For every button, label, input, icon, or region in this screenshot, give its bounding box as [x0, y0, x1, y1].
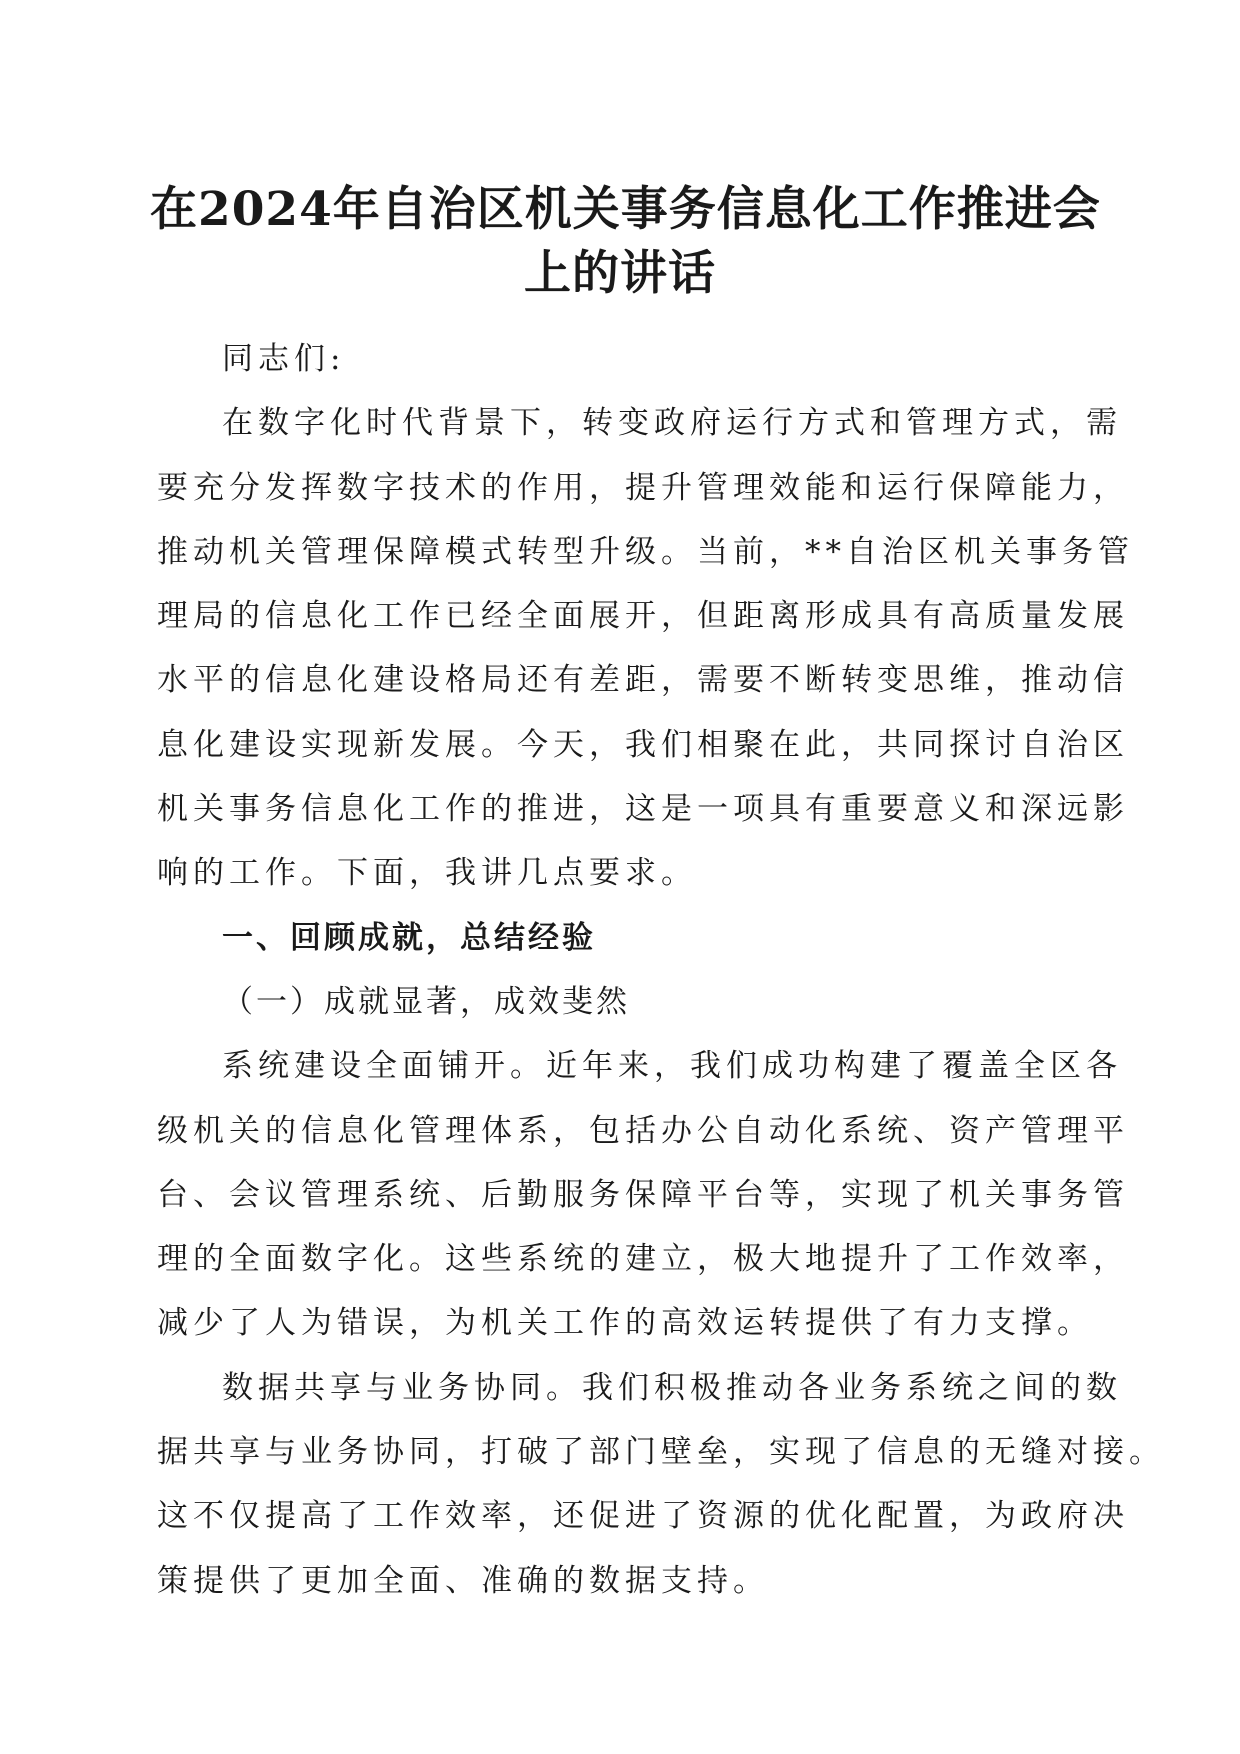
salutation: 同志们: — [222, 341, 346, 377]
paragraph-line: 推动机关管理保障模式转型升级。当前，**自治区机关事务管 — [157, 533, 1134, 570]
intro-paragraph — [157, 391, 1134, 905]
paragraph-line: 策提供了更加全面、准确的数据支持。 — [157, 1562, 769, 1599]
paragraph-line: 要充分发挥数字技术的作用，提升管理效能和运行保障能力， — [157, 469, 1129, 506]
body-paragraph — [157, 1034, 1129, 1355]
paragraph-line: 在数字化时代背景下，转变政府运行方式和管理方式，需 — [222, 405, 1122, 442]
title-line-2: 上的讲话 — [524, 246, 716, 301]
paragraph-line: 级机关的信息化管理体系，包括办公自动化系统、资产管理平 — [157, 1112, 1129, 1149]
section-heading: 一、回顾成就，总结经验 — [222, 919, 596, 956]
paragraph-line: 台、会议管理系统、后勤服务保障平台等，实现了机关事务管 — [157, 1176, 1129, 1213]
paragraph-line: 据共享与业务协同，打破了部门壁垒，实现了信息的无缝对接。 — [157, 1434, 1165, 1471]
paragraph-line: 理的全面数字化。这些系统的建立，极大地提升了工作效率， — [157, 1241, 1129, 1278]
paragraph-line: 数据共享与业务协同。我们积极推动各业务系统之间的数 — [222, 1369, 1122, 1406]
document-body — [157, 327, 1165, 1613]
paragraph-line: 响的工作。下面，我讲几点要求。 — [157, 855, 697, 892]
document-title — [150, 178, 1101, 306]
paragraph-line: 水平的信息化建设格局还有差距，需要不断转变思维，推动信 — [157, 662, 1129, 699]
paragraph-line: 息化建设实现新发展。今天，我们相聚在此，共同探讨自治区 — [157, 726, 1129, 763]
paragraph-line: 机关事务信息化工作的推进，这是一项具有重要意义和深远影 — [157, 791, 1129, 828]
subsection-heading: （一）成就显著，成效斐然 — [222, 983, 630, 1020]
paragraph-line: 减少了人为错误，为机关工作的高效运转提供了有力支撑。 — [157, 1305, 1093, 1342]
body-paragraph — [157, 1356, 1165, 1613]
paragraph-line: 这不仅提高了工作效率，还促进了资源的优化配置，为政府决 — [157, 1498, 1129, 1535]
title-line-1: 在2024年自治区机关事务信息化工作推进会 — [150, 182, 1101, 237]
paragraph-line: 系统建设全面铺开。近年来，我们成功构建了覆盖全区各 — [222, 1048, 1122, 1085]
paragraph-line: 理局的信息化工作已经全面展开，但距离形成具有高质量发展 — [157, 598, 1129, 635]
